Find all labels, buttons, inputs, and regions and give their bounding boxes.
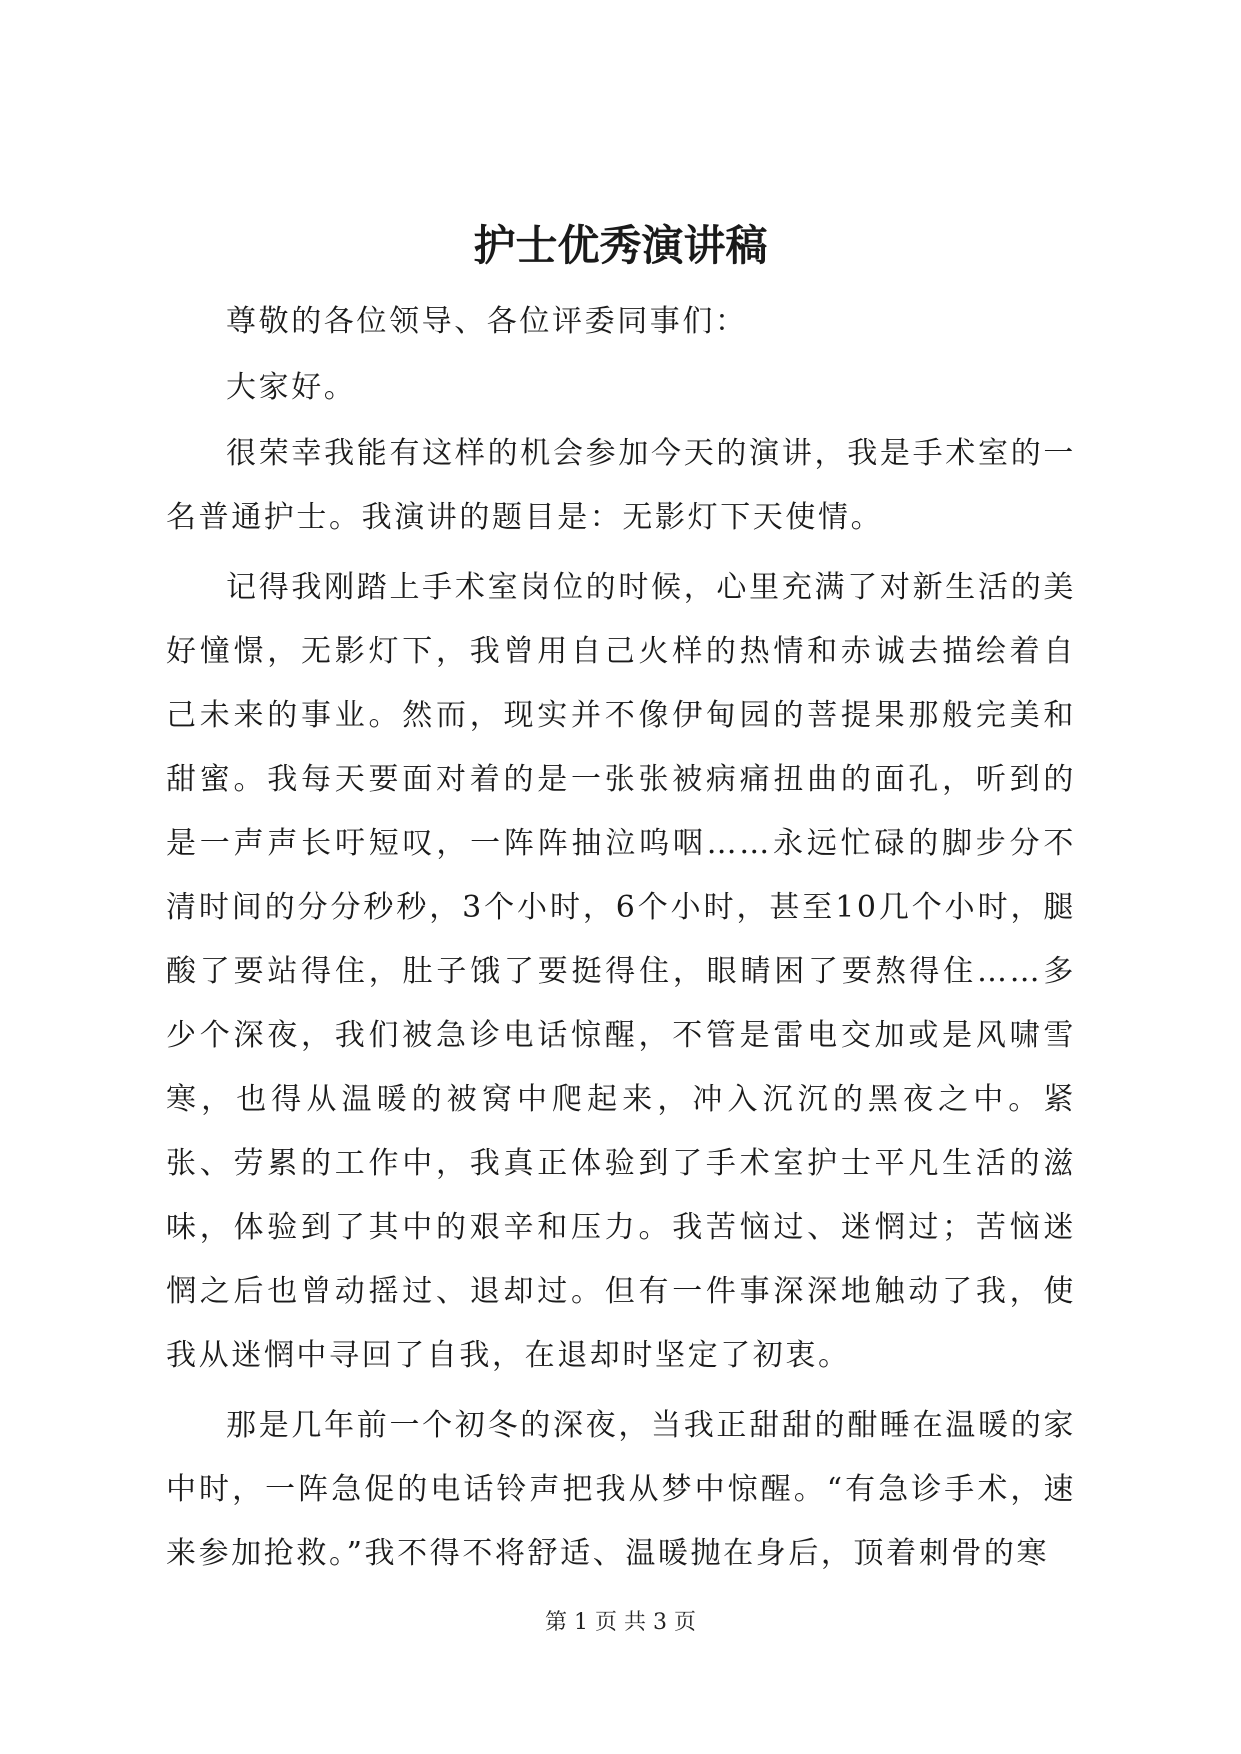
paragraph-memory: 记得我刚踏上手术室岗位的时候，心里充满了对新生活的美好憧憬，无影灯下，我曾用自己火样的热情和赤诚去描绘着自己未来的事业。然而，现实并不像伊甸园的菩提果那般完美和甜蜜。我每天要面对着的是一张张被病痛扭曲的面孔，听到的是一声声长吁短叹，一阵阵抽泣呜咽……永远忙碌的脚步分不清时间的分分秒秒，3个小时，6个小时，甚至10几个小时，腿酸了要站得住，肚子饿了要挺得住，眼睛困了要熬得住……多少个深夜，我们被急诊电话惊醒，不管是雷电交加或是风啸雪寒，也得从温暖的被窝中爬起来，冲入沉沉的黑夜之中。紧张、劳累的工作中，我真正体验到了手术室护士平凡生活的滋味，体验到了其中的艰辛和压力。我苦恼过、迷惘过；苦恼迷惘之后也曾动摇过、退却过。但有一件事深深地触动了我，使我从迷惘中寻回了自我，在退却时坚定了初衷。 — [166, 570, 1076, 1373]
document-title: 护士优秀演讲稿 — [473, 221, 768, 270]
document-body — [166, 290, 1076, 1592]
paragraph-story: 那是几年前一个初冬的深夜，当我正甜甜的酣睡在温暖的家中时，一阵急促的电话铃声把我从梦中惊醒。“有急诊手术，速来参加抢救。”我不得不将舒适、温暖抛在身后，顶着刺骨的寒 — [166, 1408, 1076, 1571]
page-number-footer: 第 1 页 共 3 页 — [545, 1610, 696, 1635]
paragraph-salutation: 尊敬的各位领导、各位评委同事们： — [226, 304, 748, 339]
paragraph-introduction: 很荣幸我能有这样的机会参加今天的演讲，我是手术室的一名普通护士。我演讲的题目是：无影灯下天使情。 — [166, 436, 1076, 535]
paragraph-greeting: 大家好。 — [226, 370, 357, 405]
